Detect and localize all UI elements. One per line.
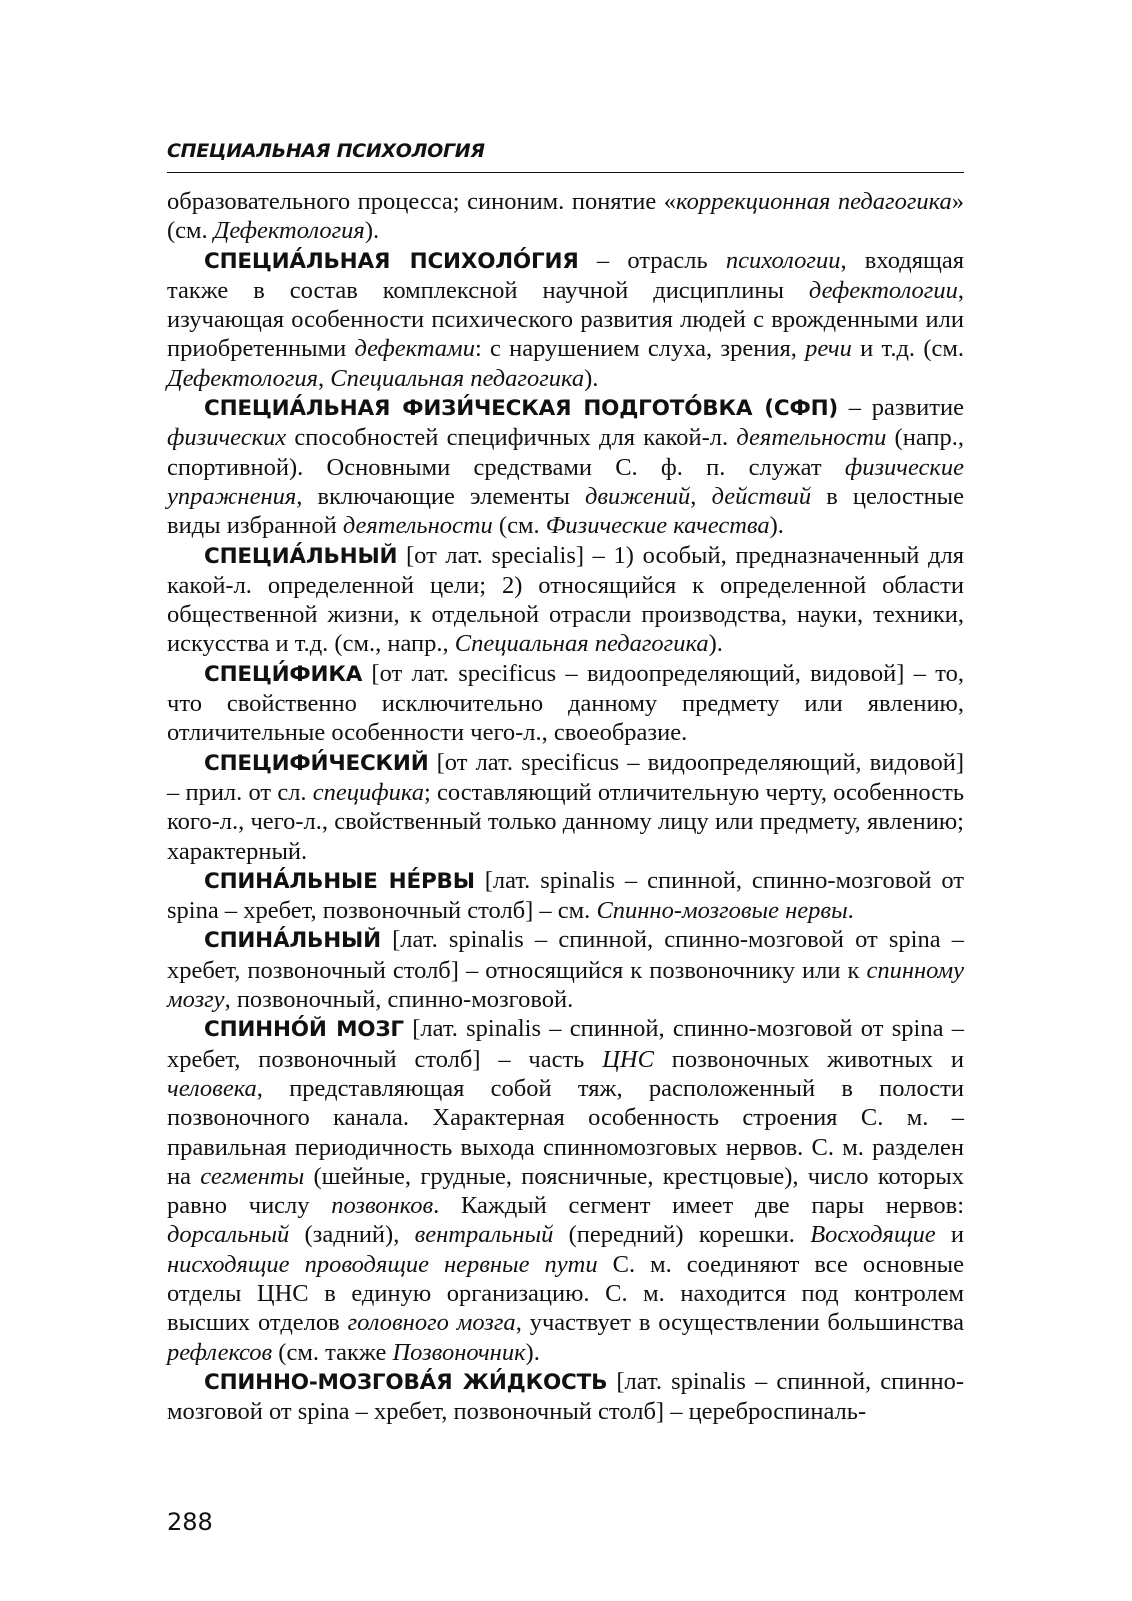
entry-headword: СПИНА́ЛЬНЫЕ НЕ́РВЫ (204, 868, 475, 894)
text-run: (задний), (289, 1221, 415, 1249)
cross-reference: Позвоночник (392, 1338, 526, 1366)
cross-reference: физических (167, 424, 287, 452)
cross-reference: рефлексов (167, 1338, 273, 1366)
cross-reference: нисходящие проводящие нервные пути (167, 1250, 598, 1278)
text-run: (см. также (272, 1338, 393, 1366)
entry-headword: СПЕЦИА́ЛЬНАЯ ПСИХОЛО́ГИЯ (204, 248, 579, 274)
cross-reference: Спинно-мозговые нервы (596, 897, 848, 925)
text-run: , входящая также в состав комплексной научной дисциплины (167, 246, 964, 304)
dictionary-entry (167, 541, 964, 659)
cross-reference: Специальная педагогика (330, 364, 585, 392)
dictionary-entry (167, 393, 964, 540)
text-run: способностей специфичных для какой-л. (286, 424, 737, 452)
text-run: [от лат. specificus – видоопределяющий, видовой] – прил. от сл. (167, 748, 964, 806)
cross-reference: деятельности (736, 424, 887, 452)
cross-reference: Физические качества (545, 512, 770, 540)
cross-reference: дефектами (354, 335, 475, 363)
text-run: , (318, 364, 331, 392)
continuation-paragraph (167, 187, 964, 246)
dictionary-entry (167, 1014, 964, 1367)
text-run: ; составляющий отличительную черту, особенность кого-л., чего-л., свойственный только данному лицу или предмету, явлению; характерный. (167, 778, 965, 865)
text-run: – развитие (837, 394, 964, 422)
entry-headword: СПЕЦИФИ́ЧЕСКИЙ (204, 750, 429, 776)
text-run: – отрасль (578, 246, 726, 274)
text-run: ). (364, 217, 380, 245)
cross-reference: спинному мозгу (167, 956, 964, 1014)
text-run: ). (769, 512, 784, 540)
text-run: , участвует в осуществлении большинства (515, 1309, 965, 1337)
text-run: и (935, 1221, 964, 1249)
text-run: и т.д. (см. (851, 335, 964, 363)
cross-reference: дефектологии (808, 276, 958, 304)
text-run: . (847, 897, 854, 925)
entry-headword: СПЕЦИА́ЛЬНЫЙ (204, 543, 398, 569)
cross-reference: физические упражнения, (167, 453, 964, 510)
text-run: [лат. spinalis – спинной, спинно-мозговой от spina – хребет, позвоночный столб] – см. (167, 866, 964, 925)
text-run: : с нарушением слуха, зрения, (474, 335, 806, 363)
cross-reference: сегменты (200, 1162, 305, 1190)
text-run: (передний) корешки. (553, 1221, 811, 1249)
entry-headword: СПИНА́ЛЬНЫЙ (204, 928, 381, 954)
text-run: , позвоночный, спинно-мозговой. (224, 986, 574, 1014)
text-run: . Каждый сегмент имеет две пары нервов: (433, 1192, 965, 1220)
text-run: образовательного процесса; синоним. понятие « (167, 188, 677, 215)
entry-headword: СПИННО́Й МОЗГ (204, 1017, 404, 1043)
cross-reference: Дефектология (167, 364, 319, 392)
cross-reference: коррекционная педагогика (676, 188, 952, 215)
cross-reference: Специальная педагогика (454, 630, 709, 658)
cross-reference: позвонков (331, 1192, 434, 1220)
cross-reference: речи (805, 335, 852, 363)
cross-reference: Дефектология (213, 217, 365, 245)
cross-reference: действий (711, 482, 812, 510)
cross-reference: специфика (312, 778, 425, 806)
cross-reference: психологии (725, 246, 841, 274)
dictionary-entry (167, 246, 964, 393)
cross-reference: вентральный (414, 1221, 554, 1249)
text-run: (шейные, грудные, поясничные, крестцовые), число которых равно числу (167, 1162, 964, 1220)
entry-headword: СПИННО-МОЗГОВА́Я ЖИ́ДКОСТЬ (204, 1369, 608, 1395)
text-run: [от лат. specificus – видоопределяющий, видовой] – то, что свойственно исключительно данному предмету или явлению, отличительные особенности чего-л., своеобразие. (167, 659, 964, 747)
cross-reference: деятельности (342, 512, 493, 540)
cross-reference: дорсальный (167, 1221, 290, 1249)
dictionary-entry (167, 866, 964, 926)
text-run: ). (525, 1338, 540, 1366)
entry-headword: СПЕЦИА́ЛЬНАЯ ФИЗИ́ЧЕСКАЯ ПОДГОТО́ВКА (СФП) (204, 396, 838, 422)
text-run: включающие элементы (302, 482, 586, 510)
text-run: С. м. соединяют все основные отделы ЦНС в единую организацию. С. м. находится под контролем высших отделов (167, 1250, 965, 1337)
cross-reference: головного мозга (347, 1309, 516, 1337)
dictionary-entry (167, 1367, 964, 1427)
text-run: ). (708, 630, 723, 658)
text-run: позвоночных животных и (653, 1045, 964, 1073)
text-run: (напр., спортивной). Основными средствами С. ф. п. служат (167, 424, 964, 481)
cross-reference: человека (167, 1074, 257, 1102)
text-run: , (690, 482, 712, 510)
text-run: , представляющая собой тяж, расположенный в полости позвоночного канала. Характерная особенность строения С. м. – правильная периодичность выхода спинномозговых нервов. С. м. разделен на (167, 1074, 964, 1190)
text-run: [от лат. specialis] – 1) особый, предназначенный для какой-л. определенной цели; 2) относящийся к определенной области общественной жизни, к отдельной отрасли производства, науки, техники, искусства и т.д. (см., напр., (167, 541, 964, 658)
page-number: 288 (167, 1508, 213, 1536)
text-column (167, 187, 964, 1426)
text-run: , изучающая особенности психического развития людей с врожденными или приобретенными (167, 276, 964, 363)
entry-headword: СПЕЦИ́ФИКА (204, 661, 363, 687)
text-run: в целостные виды избранной (167, 482, 965, 540)
text-run: ). (584, 364, 599, 392)
text-run: [лат. spinalis – спинной, спинно-мозговой от spina – хребет, позвоночный столб] – часть (167, 1015, 964, 1073)
text-run: » (см. (167, 188, 964, 245)
running-head: СПЕЦИАЛЬНАЯ ПСИХОЛОГИЯ (167, 140, 485, 162)
cross-reference: ЦНС (602, 1045, 654, 1073)
text-run: [лат. spinalis – спинной, спинно-мозговой от spina – хребет, позвоночный столб] – относящийся к позвоночнику или к (167, 926, 964, 984)
dictionary-entry (167, 925, 964, 1014)
dictionary-entry (167, 748, 964, 866)
header-rule (167, 172, 964, 173)
cross-reference: Восходящие (810, 1221, 936, 1249)
text-run: [лат. spinalis – спинной, спинно-мозговой от spina – хребет, позвоночный столб] – цереброспиналь- (167, 1367, 964, 1426)
cross-reference: движений (585, 482, 691, 510)
text-run: (см. (492, 512, 546, 540)
dictionary-entry (167, 659, 964, 748)
